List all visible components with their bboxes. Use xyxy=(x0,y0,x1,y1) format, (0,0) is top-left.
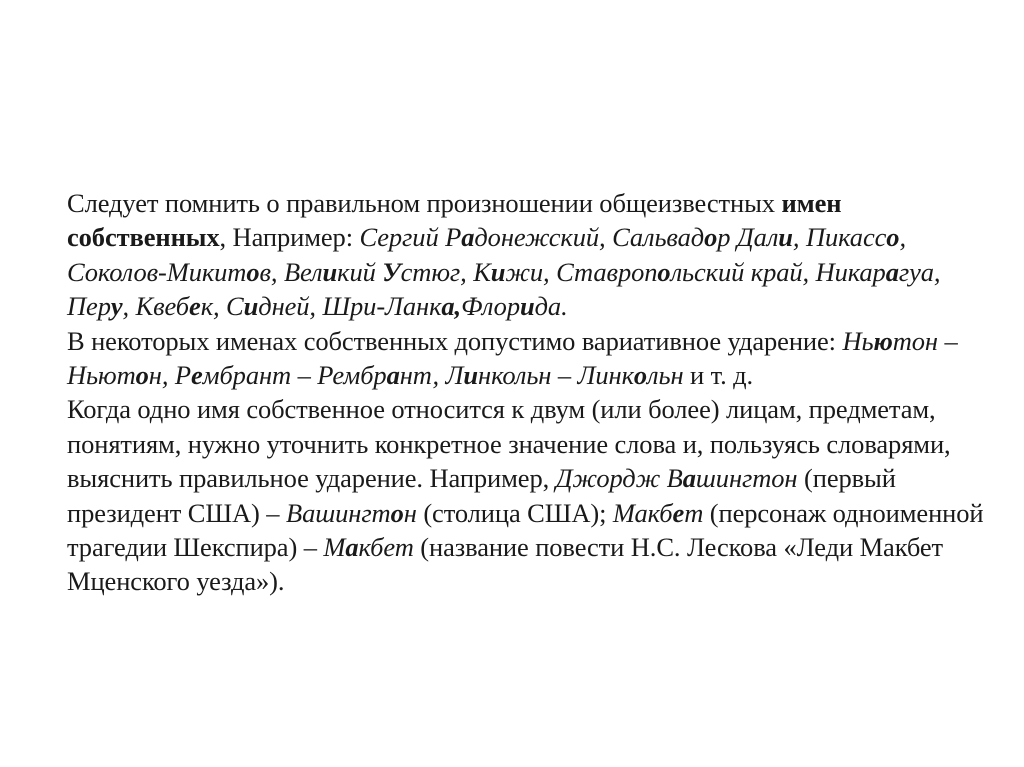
stressed-letter: о xyxy=(135,360,149,391)
text-block xyxy=(67,186,987,599)
example-name: мбрант – Рембр xyxy=(202,360,387,391)
stressed-letter: и xyxy=(519,291,535,322)
example-name: стюг, К xyxy=(400,256,491,287)
stressed-letter: о xyxy=(633,360,648,391)
example-name: р Дал xyxy=(717,222,779,253)
text-span: Когда одно имя собственное относится к двум (или более) лицам, предметам, понятиям, нужно уточнить конкретное значение слова и, пользуясь словарями, выяснить правильное ударение. Например, xyxy=(67,394,951,494)
stressed-letter: о xyxy=(246,256,260,287)
text-span: (столица США); xyxy=(416,497,613,528)
example-name: нт, Л xyxy=(399,360,464,391)
example-name: да. xyxy=(534,291,568,322)
stressed-letter: а xyxy=(682,463,696,494)
example-name: кий xyxy=(337,256,383,287)
stressed-letter: е xyxy=(672,497,685,528)
text-span: (название повести Н.С. Лескова «Леди Макбет Мценского уезда»). xyxy=(67,532,944,597)
stressed-letter: у xyxy=(110,291,123,322)
stressed-letter: и xyxy=(322,256,338,287)
example-name: т xyxy=(684,497,704,528)
example-name: , Квеб xyxy=(122,291,190,322)
stressed-letter: а xyxy=(461,222,475,253)
example-name: жи, Ставроп xyxy=(505,256,658,287)
example-name: в, Вел xyxy=(259,256,323,287)
stressed-letter: У xyxy=(382,256,401,287)
text-span: и т. д. xyxy=(683,360,754,391)
example-name: донежский, Сальвад xyxy=(474,222,705,253)
stressed-letter: а xyxy=(386,360,400,391)
example-name: дней, Шри-Ланк xyxy=(258,291,442,322)
example-name: нкольн – Линк xyxy=(478,360,634,391)
stressed-letter: и xyxy=(243,291,259,322)
text-span: (персонаж одноименной трагедии Шекспира) – xyxy=(67,497,984,563)
example-name: , Пикасс xyxy=(792,222,887,253)
text-span: (первый президент США) – xyxy=(67,463,896,528)
example-name: кбет xyxy=(358,532,414,563)
stressed-letter: е xyxy=(190,360,203,391)
stressed-letter: и xyxy=(463,360,479,391)
example-name: Вашингт xyxy=(285,497,391,528)
text-span: , Например: xyxy=(219,222,360,253)
stressed-letter: и xyxy=(778,222,793,253)
example-name: Нь xyxy=(842,325,874,356)
text-span: Следует помнить о правильном произношении общеизвестных xyxy=(67,188,782,218)
example-name: льн xyxy=(647,360,684,391)
example-name: тон – Ньют xyxy=(67,325,958,391)
example-name: к, С xyxy=(200,291,244,322)
example-name: льский край, Никар xyxy=(670,256,886,287)
stressed-letter: о xyxy=(657,256,671,287)
stressed-letter: и xyxy=(490,256,506,287)
stressed-letter: ю xyxy=(873,325,893,356)
stressed-letter: а xyxy=(885,256,899,287)
example-name: шингтон xyxy=(695,463,798,494)
stressed-letter: а, xyxy=(441,291,462,322)
example-name: Флор xyxy=(461,291,520,322)
example-name: М xyxy=(323,532,346,563)
example-name: , Соколов-Микит xyxy=(67,222,906,287)
bold-term: имен собственных xyxy=(67,188,842,253)
example-name: Сергий Р xyxy=(359,222,462,253)
paragraph-same-name xyxy=(67,392,987,598)
example-name: Джордж В xyxy=(555,463,683,494)
stressed-letter: о xyxy=(704,222,718,253)
stressed-letter: а xyxy=(345,532,359,563)
paragraph-variant-stress xyxy=(67,324,987,393)
example-name: Макб xyxy=(612,497,673,528)
stressed-letter: о xyxy=(886,222,900,253)
text-span: В некоторых именах собственных допустимо вариативное ударение: xyxy=(67,325,843,356)
example-name: гуа, Пер xyxy=(67,256,941,322)
example-name: н xyxy=(403,497,417,528)
stressed-letter: о xyxy=(390,497,404,528)
example-name: н, Р xyxy=(148,360,191,391)
stressed-letter: е xyxy=(189,291,201,322)
paragraph-famous-names xyxy=(67,186,987,324)
